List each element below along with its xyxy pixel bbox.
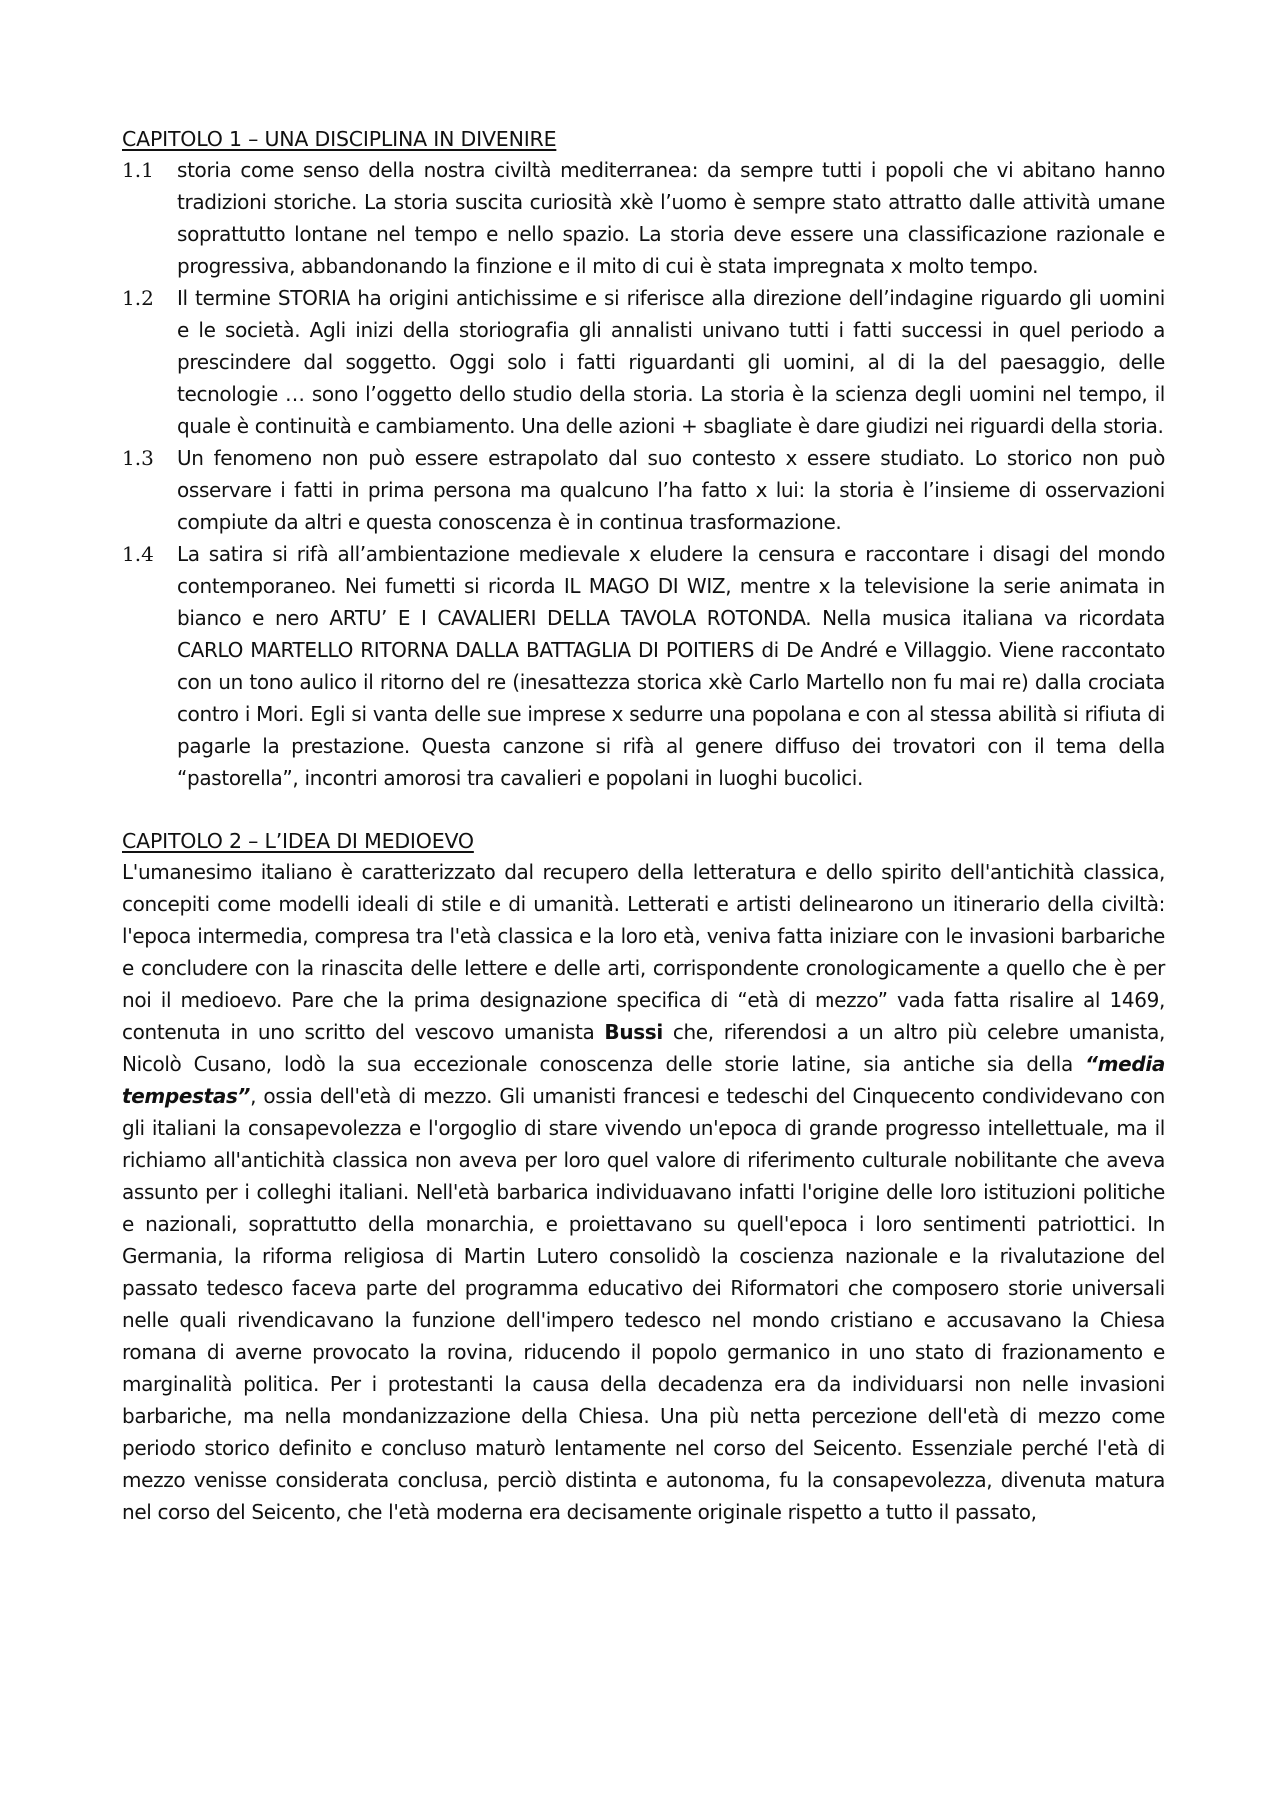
section-1-1 — [122, 154, 1165, 282]
section-number: 1.2 — [122, 286, 154, 310]
section-number: 1.3 — [122, 446, 154, 470]
bold-name: Bussi — [604, 1020, 663, 1044]
section-1-4 — [122, 538, 1165, 794]
section-number: 1.4 — [122, 542, 154, 566]
chapter-2-paragraph — [122, 856, 1165, 1528]
section-text: storia come senso della nostra civiltà mediterranea: da sempre tutti i popoli che vi abitano hanno tradizioni storiche. La storia suscita curiosità xkè l’uomo è sempre stato attratto dalle attività umane soprattutto lontane nel tempo e nello spazio. La storia deve essere una classificazione razionale e progressiva, abbandonando la finzione e il mito di cui è stata impregnata x molto tempo. — [177, 158, 1165, 278]
section-number: 1.1 — [122, 158, 154, 182]
section-text: La satira si rifà all’ambientazione medievale x eludere la censura e raccontare i disagi del mondo contemporaneo. Nei fumetti si ricorda IL MAGO DI WIZ, mentre x la televisione la serie animata in bianco e nero ARTU’ E I CAVALIERI DELLA TAVOLA ROTONDA. Nella musica italiana va ricordata CARLO MARTELLO RITORNA DALLA BATTAGLIA DI POITIERS di De André e Villaggio. Viene raccontato con un tono aulico il ritorno del re (inesattezza storica xkè Carlo Martello non fu mai re) dalla crociata contro i Mori. Egli si vanta delle sue imprese x sedurre una popolana e con al stessa abilità si rifiuta di pagarle la prestazione. Questa canzone si rifà al genere diffuso dei trovatori con il tema della “pastorella”, incontri amorosi tra cavalieri e popolani in luoghi bucolici. — [177, 542, 1165, 790]
section-1-3 — [122, 442, 1165, 538]
paragraph-text: , ossia dell'età di mezzo. Gli umanisti francesi e tedeschi del Cinquecento condividevano con gli italiani la consapevolezza e l'orgoglio di stare vivendo un'epoca di grande progresso intellettuale, ma il richiamo all'antichità classica non aveva per loro quel valore di riferimento culturale nobilitante che aveva assunto per i colleghi italiani. Nell'età barbarica individuavano infatti l'origine delle loro istituzioni politiche e nazionali, soprattutto della monarchia, e proiettavano su quell'epoca i loro sentimenti patriottici. In Germania, la riforma religiosa di Martin Lutero consolidò la coscienza nazionale e la rivalutazione del passato tedesco faceva parte del programma educativo dei Riformatori che composero storie universali nelle quali rivendicavano la funzione dell'impero tedesco nel mondo cristiano e accusavano la Chiesa romana di averne provocato la rovina, riducendo il popolo germanico in uno stato di frazionamento e marginalità politica. Per i protestanti la causa della decadenza era da individuarsi non nelle invasioni barbariche, ma nella mondanizzazione della Chiesa. Una più netta percezione dell'età di mezzo come periodo storico definito e concluso maturò lentamente nel corso del Seicento. Essenziale perché l'età di mezzo venisse considerata conclusa, perciò distinta e autonoma, fu la consapevolezza, divenuta matura nel corso del Seicento, che l'età moderna era decisamente originale rispetto a tutto il passato, — [122, 1084, 1165, 1524]
section-1-2 — [122, 282, 1165, 442]
italic-phrase: “media tempestas” — [122, 1052, 1165, 1108]
section-text: Il termine STORIA ha origini antichissime e si riferisce alla direzione dell’indagine riguardo gli uomini e le società. Agli inizi della storiografia gli annalisti univano tutti i fatti successi in quel periodo a prescindere dal soggetto. Oggi solo i fatti riguardanti gli uomini, al di la del paesaggio, delle tecnologie … sono l’oggetto dello studio della storia. La storia è la scienza degli uomini nel tempo, il quale è continuità e cambiamento. Una delle azioni + sbagliate è dare giudizi nei riguardi della storia. — [177, 286, 1165, 438]
section-spacer — [122, 794, 1165, 826]
paragraph-text: L'umanesimo italiano è caratterizzato dal recupero della letteratura e dello spirito dell'antichità classica, concepiti come modelli ideali di stile e di umanità. Letterati e artisti delinearono un itinerario della civiltà: l'epoca intermedia, compresa tra l'età classica e la loro età, veniva fatta iniziare con le invasioni barbariche e concludere con la rinascita delle lettere e delle arti, corrispondente cronologicamente a quello che è per noi il medioevo. Pare che la prima designazione specifica di “età di mezzo” vada fatta risalire al 1469, contenuta in uno scritto del vescovo umanista — [122, 860, 1165, 1044]
paragraph-text: che, riferendosi a un altro più celebre umanista, Nicolò Cusano, lodò la sua eccezionale conoscenza delle storie latine, sia antiche sia della — [122, 1020, 1165, 1076]
chapter-2-title: CAPITOLO 2 – L’IDEA DI MEDIOEVO — [122, 829, 474, 853]
chapter-1-title: CAPITOLO 1 – UNA DISCIPLINA IN DIVENIRE — [122, 127, 557, 151]
section-text: Un fenomeno non può essere estrapolato dal suo contesto x essere studiato. Lo storico non può osservare i fatti in prima persona ma qualcuno l’ha fatto x lui: la storia è l’insieme di osservazioni compiute da altri e questa conoscenza è in continua trasformazione. — [177, 446, 1165, 534]
